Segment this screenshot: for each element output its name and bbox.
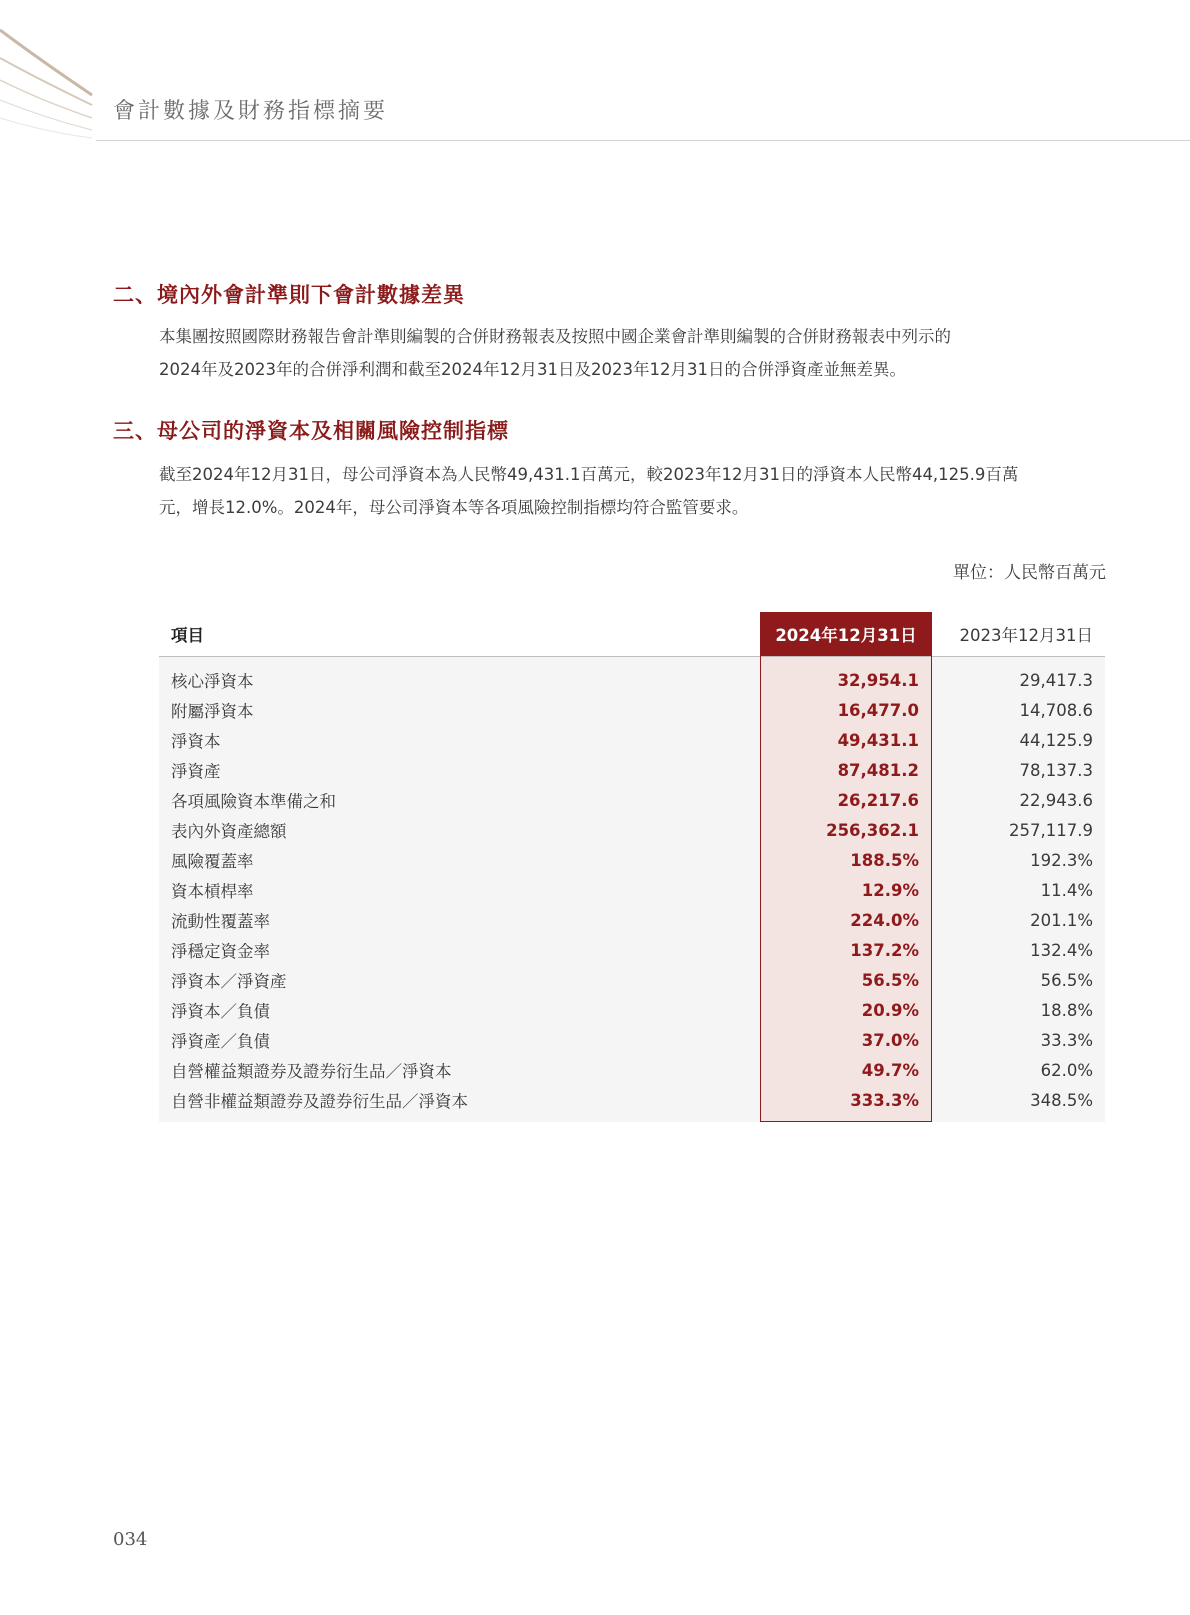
unit-label: 單位：人民幣百萬元 — [953, 563, 1106, 583]
page-number: 034 — [113, 1529, 148, 1550]
row-item: 各項風險資本準備之和 — [171, 792, 336, 811]
section-2-paragraph-line-1: 本集團按照國際財務報告會計準則編製的合併財務報表及按照中國企業會計準則編製的合併財務報表中列示的 — [159, 327, 951, 346]
row-2023-value: 62.0% — [1040, 1060, 1093, 1080]
row-2023-value: 78,137.3 — [1019, 760, 1093, 780]
row-2024-value: 20.9% — [761, 995, 932, 1025]
page-header-title: 會計數據及財務指標摘要 — [113, 99, 389, 124]
row-item: 淨資產 — [171, 762, 221, 781]
row-2023-value: 192.3% — [1030, 850, 1093, 870]
row-2023-value: 11.4% — [1040, 880, 1093, 900]
header-2024: 2024年12月31日 — [761, 612, 932, 657]
table-row — [159, 905, 1105, 935]
header-divider — [96, 140, 1190, 141]
row-item: 淨穩定資金率 — [171, 942, 270, 961]
row-2023-value: 132.4% — [1030, 940, 1093, 960]
table-row — [159, 695, 1105, 725]
table-header-row — [159, 612, 1105, 657]
row-2023-value: 201.1% — [1030, 910, 1093, 930]
row-item: 附屬淨資本 — [171, 702, 254, 721]
section-3-paragraph-line-2: 元，增長12.0%。2024年，母公司淨資本等各項風險控制指標均符合監管要求。 — [159, 498, 749, 517]
row-2024-value: 333.3% — [761, 1085, 932, 1122]
row-2023-value: 56.5% — [1040, 970, 1093, 990]
header-2023: 2023年12月31日 — [959, 626, 1093, 645]
table-row — [159, 995, 1105, 1025]
row-item: 淨資本／淨資產 — [171, 972, 287, 991]
section-3-paragraph-line-1: 截至2024年12月31日，母公司淨資本為人民幣49,431.1百萬元，較2023年12月31日的淨資本人民幣44,125.9百萬 — [159, 465, 1019, 484]
table-row — [159, 845, 1105, 875]
row-item: 流動性覆蓋率 — [171, 912, 270, 931]
row-2023-value: 257,117.9 — [1009, 820, 1093, 840]
row-2024-value: 56.5% — [761, 965, 932, 995]
table-row — [159, 875, 1105, 905]
row-2023-value: 33.3% — [1040, 1030, 1093, 1050]
header-item: 項目 — [171, 626, 204, 645]
row-item: 淨資產／負債 — [171, 1032, 270, 1051]
decorative-arcs — [0, 0, 110, 145]
row-item: 資本槓桿率 — [171, 882, 254, 901]
row-item: 表內外資產總額 — [171, 822, 287, 841]
row-2024-value: 137.2% — [761, 935, 932, 965]
row-item: 核心淨資本 — [171, 672, 254, 691]
table-row — [159, 1055, 1105, 1085]
row-item: 風險覆蓋率 — [171, 852, 254, 871]
row-2023-value: 348.5% — [1030, 1090, 1093, 1110]
row-item: 淨資本／負債 — [171, 1002, 270, 1021]
row-2023-value: 44,125.9 — [1019, 730, 1093, 750]
row-2024-value: 26,217.6 — [761, 785, 932, 815]
row-2024-value: 32,954.1 — [761, 657, 932, 696]
row-item: 淨資本 — [171, 732, 221, 751]
section-2-paragraph-line-2: 2024年及2023年的合併淨利潤和截至2024年12月31日及2023年12月31日的合併淨資產並無差異。 — [159, 360, 906, 379]
section-3-title: 三、母公司的淨資本及相關風險控制指標 — [113, 419, 509, 443]
section-3-paragraph — [159, 458, 1107, 524]
table-row — [159, 815, 1105, 845]
row-2024-value: 16,477.0 — [761, 695, 932, 725]
row-2024-value: 49.7% — [761, 1055, 932, 1085]
row-2024-value: 224.0% — [761, 905, 932, 935]
row-2023-value: 14,708.6 — [1019, 700, 1093, 720]
row-2023-value: 29,417.3 — [1019, 670, 1093, 690]
row-2024-value: 12.9% — [761, 875, 932, 905]
table-row — [159, 785, 1105, 815]
table-row — [159, 1085, 1105, 1122]
table-row — [159, 1025, 1105, 1055]
risk-indicators-table — [159, 612, 1105, 1122]
row-2023-value: 22,943.6 — [1019, 790, 1093, 810]
table-row — [159, 725, 1105, 755]
row-2024-value: 188.5% — [761, 845, 932, 875]
row-2024-value: 87,481.2 — [761, 755, 932, 785]
row-2024-value: 256,362.1 — [761, 815, 932, 845]
row-2024-value: 49,431.1 — [761, 725, 932, 755]
table-row — [159, 755, 1105, 785]
table-row — [159, 935, 1105, 965]
row-2023-value: 18.8% — [1040, 1000, 1093, 1020]
table-row — [159, 657, 1105, 696]
row-item: 自營權益類證券及證券衍生品／淨資本 — [171, 1062, 452, 1081]
section-2-title: 二、境內外會計準則下會計數據差異 — [113, 283, 465, 307]
row-2024-value: 37.0% — [761, 1025, 932, 1055]
table-row — [159, 965, 1105, 995]
section-2-paragraph — [159, 320, 1107, 386]
row-item: 自營非權益類證券及證券衍生品／淨資本 — [171, 1092, 468, 1112]
